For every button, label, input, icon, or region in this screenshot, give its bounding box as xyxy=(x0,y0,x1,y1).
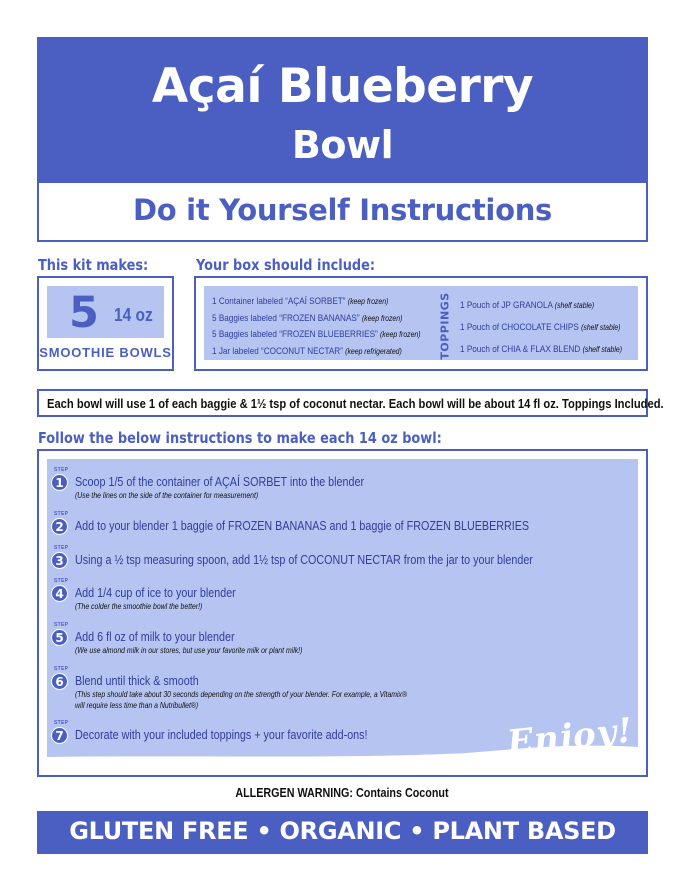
step-number: 1 xyxy=(51,474,68,491)
step-text: Add to your blender 1 baggie of FROZEN BANANAS and 1 baggie of FROZEN BLUEBERRIES xyxy=(75,519,530,533)
step-number: 6 xyxy=(51,673,68,690)
footer-text: GLUTEN FREE • ORGANIC • PLANT BASED xyxy=(69,817,616,845)
kit-label: SMOOTHIE BOWLS xyxy=(39,345,172,360)
box-item: 5 Baggies labeled “FROZEN BANANAS” (keep frozen) xyxy=(212,312,403,324)
box-contents xyxy=(194,276,648,371)
kit-count-panel xyxy=(47,286,164,338)
topping-item: 1 Pouch of JP GRANOLA (shelf stable) xyxy=(460,300,595,311)
usage-note: Each bowl will use 1 of each baggie & 1½ tsp of coconut nectar. Each bowl will be about 14 fl oz. Toppings Included. xyxy=(47,396,664,411)
step-text: Blend until thick & smooth xyxy=(75,674,199,688)
step-text: Add 1/4 cup of ice to your blender xyxy=(75,586,236,600)
step-badge: STEP 6 xyxy=(51,668,69,692)
box-item: 5 Baggies labeled “FROZEN BLUEBERRIES” (keep frozen) xyxy=(212,329,421,340)
box-item: 1 Container labeled “AÇAÍ SORBET” (keep frozen) xyxy=(212,296,389,307)
kit-box xyxy=(37,276,174,371)
kit-number: 5 xyxy=(69,288,99,338)
step-number: 2 xyxy=(51,518,68,535)
step-note: (The colder the smoothie bowl the better!) xyxy=(75,602,203,611)
allergen-warning: ALLERGEN WARNING: Contains Coconut xyxy=(234,786,449,800)
kit-heading: This kit makes: xyxy=(38,256,149,274)
step-badge: STEP 7 xyxy=(51,722,69,746)
box-contents-panel xyxy=(204,286,638,360)
kit-unit: 14 oz xyxy=(114,305,153,325)
instructions-box xyxy=(37,449,648,777)
step-note: (This step should take about 30 seconds depending on the strength of your blender. For example, a Vitamix® will require less time than a Nutribullet®) xyxy=(75,690,408,710)
instructions-heading: Follow the below instructions to make each 14 oz bowl: xyxy=(38,429,442,447)
subtitle: Do it Yourself Instructions xyxy=(132,193,552,227)
step-badge: STEP 3 xyxy=(51,547,69,571)
step-badge: STEP 5 xyxy=(51,624,69,648)
title-line-1: Açaí Blueberry xyxy=(151,59,534,114)
topping-item: 1 Pouch of CHIA & FLAX BLEND (shelf stable) xyxy=(460,344,623,355)
title-band xyxy=(39,39,646,183)
toppings-label: TOPPINGS xyxy=(438,292,452,360)
step-text: Using a ½ tsp measuring spoon, add 1½ tsp of COCONUT NECTAR from the jar to your blender xyxy=(75,553,533,567)
header xyxy=(37,37,648,242)
box-heading: Your box should include: xyxy=(196,256,376,274)
usage-note-box xyxy=(37,389,664,417)
box-item: 1 Jar labeled “COCONUT NECTAR” (keep refrigerated) xyxy=(212,345,402,357)
step-badge: STEP 4 xyxy=(51,580,69,604)
step-number: 3 xyxy=(51,552,68,569)
instructions-panel xyxy=(47,459,638,769)
footer-banner xyxy=(37,811,648,854)
step-number: 4 xyxy=(51,585,68,602)
enjoy-script: Enjoy! xyxy=(505,710,636,764)
step-note: (Use the lines on the side of the container for measurement) xyxy=(75,491,259,500)
step-text: Decorate with your included toppings + your favorite add-ons! xyxy=(75,728,368,742)
step-text: Add 6 fl oz of milk to your blender xyxy=(75,630,235,644)
step-number: 7 xyxy=(51,727,68,744)
topping-item: 1 Pouch of CHOCOLATE CHIPS (shelf stable) xyxy=(460,322,621,333)
box-items-list xyxy=(212,294,455,360)
title-line-2: Bowl xyxy=(291,123,394,167)
step-badge: STEP 2 xyxy=(51,513,69,537)
step-note: (We use almond milk in our stores, but use your favorite milk or plant milk!) xyxy=(75,646,303,655)
step-badge: STEP 1 xyxy=(51,469,69,493)
step-text: Scoop 1/5 of the container of AÇAÍ SORBET into the blender xyxy=(75,475,365,489)
toppings-list xyxy=(460,295,648,361)
step-number: 5 xyxy=(51,629,68,646)
